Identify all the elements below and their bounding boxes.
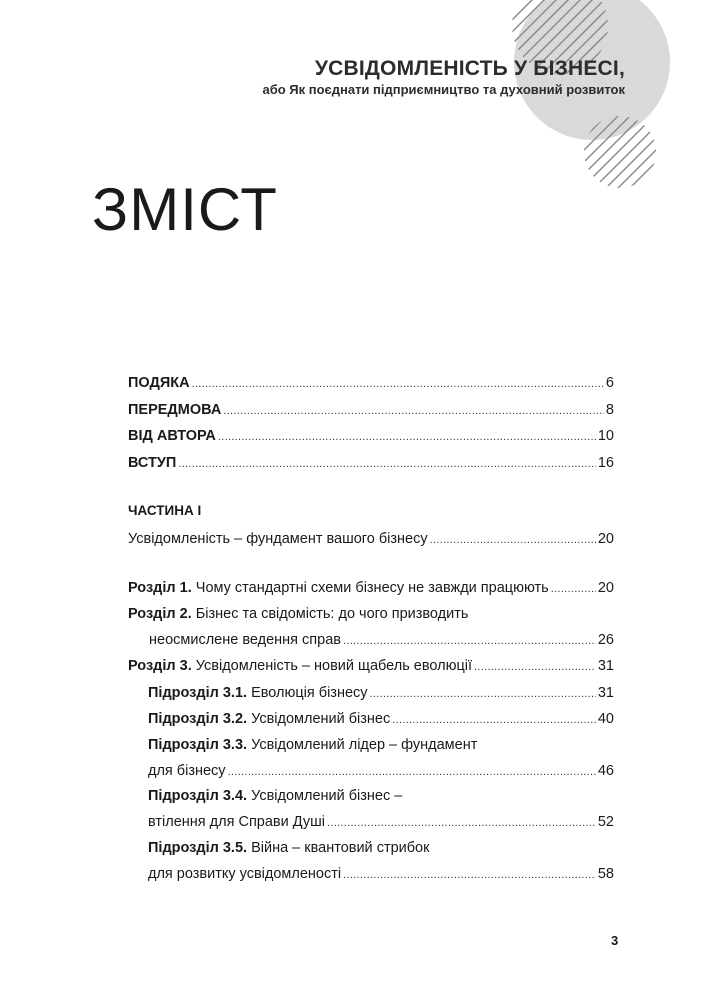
toc-leader-dots [223, 401, 604, 421]
toc-entry-introduction[interactable] [0, 453, 614, 474]
toc-leader-dots [343, 631, 596, 651]
toc-page-number: 6 [605, 375, 614, 391]
subsection-number: Підрозділ 3.3. [148, 737, 248, 753]
subsection-title: Усвідомлений бізнес – [247, 788, 403, 804]
toc-entry-subsection-3-3-line1[interactable] [148, 735, 477, 755]
section-number: Розділ 2. [128, 606, 192, 622]
toc-entry-subsection-3-1[interactable] [0, 683, 614, 704]
toc-entry-label [148, 709, 390, 729]
toc-entry-part-one[interactable] [0, 529, 614, 550]
toc-entry-subsection-3-5-line1[interactable] [148, 838, 429, 858]
toc-entry-from-author[interactable] [0, 426, 614, 447]
page-number: 3 [611, 933, 619, 948]
book-subtitle: або Як поєднати підприємництво та духовний розвиток [262, 82, 625, 97]
toc-page-number: 20 [597, 580, 614, 596]
toc-page-number: 52 [597, 814, 614, 830]
toc-leader-dots [370, 684, 596, 704]
toc-leader-dots [178, 454, 596, 474]
section-title: Чому стандартні схеми бізнесу не завжди працюють [191, 580, 549, 596]
toc-entry-subsection-3-4-line1[interactable] [148, 786, 402, 806]
book-title: УСВІДОМЛЕНІСТЬ У БІЗНЕСІ, [314, 57, 625, 80]
subsection-title: Усвідомлений бізнес [247, 711, 391, 727]
toc-entry-subsection-3-2[interactable] [0, 709, 614, 730]
toc-entry-label: для розвитку усвідомленості [148, 866, 342, 882]
toc-page-number: 16 [597, 455, 614, 471]
toc-page-number: 8 [605, 402, 614, 418]
toc-leader-dots [343, 865, 596, 885]
toc-page-number: 31 [597, 658, 614, 674]
toc-entry-section-1[interactable] [0, 578, 614, 599]
subsection-number: Підрозділ 3.1. [148, 685, 248, 701]
toc-entry-label: втілення для Справи Душі [148, 814, 325, 830]
subsection-number: Підрозділ 3.5. [148, 840, 248, 856]
section-number: Розділ 1. [128, 580, 192, 596]
toc-part-title: ЧАСТИНА I [128, 503, 202, 518]
toc-page-number: 10 [597, 428, 614, 444]
toc-page-number: 40 [597, 711, 614, 727]
toc-entry-foreword[interactable] [0, 400, 614, 421]
toc-entry-acknowledgements[interactable] [0, 373, 614, 394]
toc-page-number: 58 [597, 866, 614, 882]
toc-entry-label: Усвідомленість – фундамент вашого бізнесу [128, 531, 428, 547]
subsection-number: Підрозділ 3.2. [148, 711, 248, 727]
toc-leader-dots [551, 579, 596, 599]
toc-entry-subsection-3-4[interactable] [0, 812, 614, 833]
toc-entry-label: ПОДЯКА [128, 375, 190, 391]
toc-leader-dots [474, 657, 596, 677]
toc-leader-dots [392, 710, 596, 730]
section-number: Розділ 3. [128, 658, 192, 674]
toc-page-number: 31 [597, 685, 614, 701]
toc-page-number: 20 [597, 531, 614, 547]
toc-entry-section-3[interactable] [0, 656, 614, 677]
toc-entry-label [148, 683, 368, 703]
toc-leader-dots [228, 762, 596, 782]
subsection-title: Усвідомлений лідер – фундамент [247, 737, 478, 753]
toc-entry-label: ВСТУП [128, 455, 177, 471]
subsection-title: Війна – квантовий стрибок [247, 840, 430, 856]
toc-entry-label: ВІД АВТОРА [128, 428, 216, 444]
toc-entry-section-2[interactable] [0, 630, 614, 651]
toc-heading: ЗМІСТ [92, 176, 278, 243]
toc-leader-dots [430, 530, 596, 550]
subsection-number: Підрозділ 3.4. [148, 788, 248, 804]
toc-entry-label [128, 656, 472, 676]
toc-entry-label: неосмислене ведення справ [149, 632, 341, 648]
toc-entry-label: для бізнесу [148, 763, 226, 779]
toc-entry-label: ПЕРЕДМОВА [128, 402, 222, 418]
toc-page-number: 26 [597, 632, 614, 648]
toc-leader-dots [218, 427, 596, 447]
subsection-title: Еволюція бізнесу [247, 685, 368, 701]
toc-page-number: 46 [597, 763, 614, 779]
toc-entry-section-2-line1[interactable] [128, 604, 468, 624]
toc-leader-dots [327, 813, 596, 833]
toc-entry-subsection-3-5[interactable] [0, 864, 614, 885]
section-title: Усвідомленість – новий щабель еволюції [191, 658, 473, 674]
toc-entry-subsection-3-3[interactable] [0, 761, 614, 782]
section-title: Бізнес та свідомість: до чого призводить [191, 606, 469, 622]
toc-leader-dots [192, 374, 604, 394]
toc-entry-label [128, 578, 549, 598]
